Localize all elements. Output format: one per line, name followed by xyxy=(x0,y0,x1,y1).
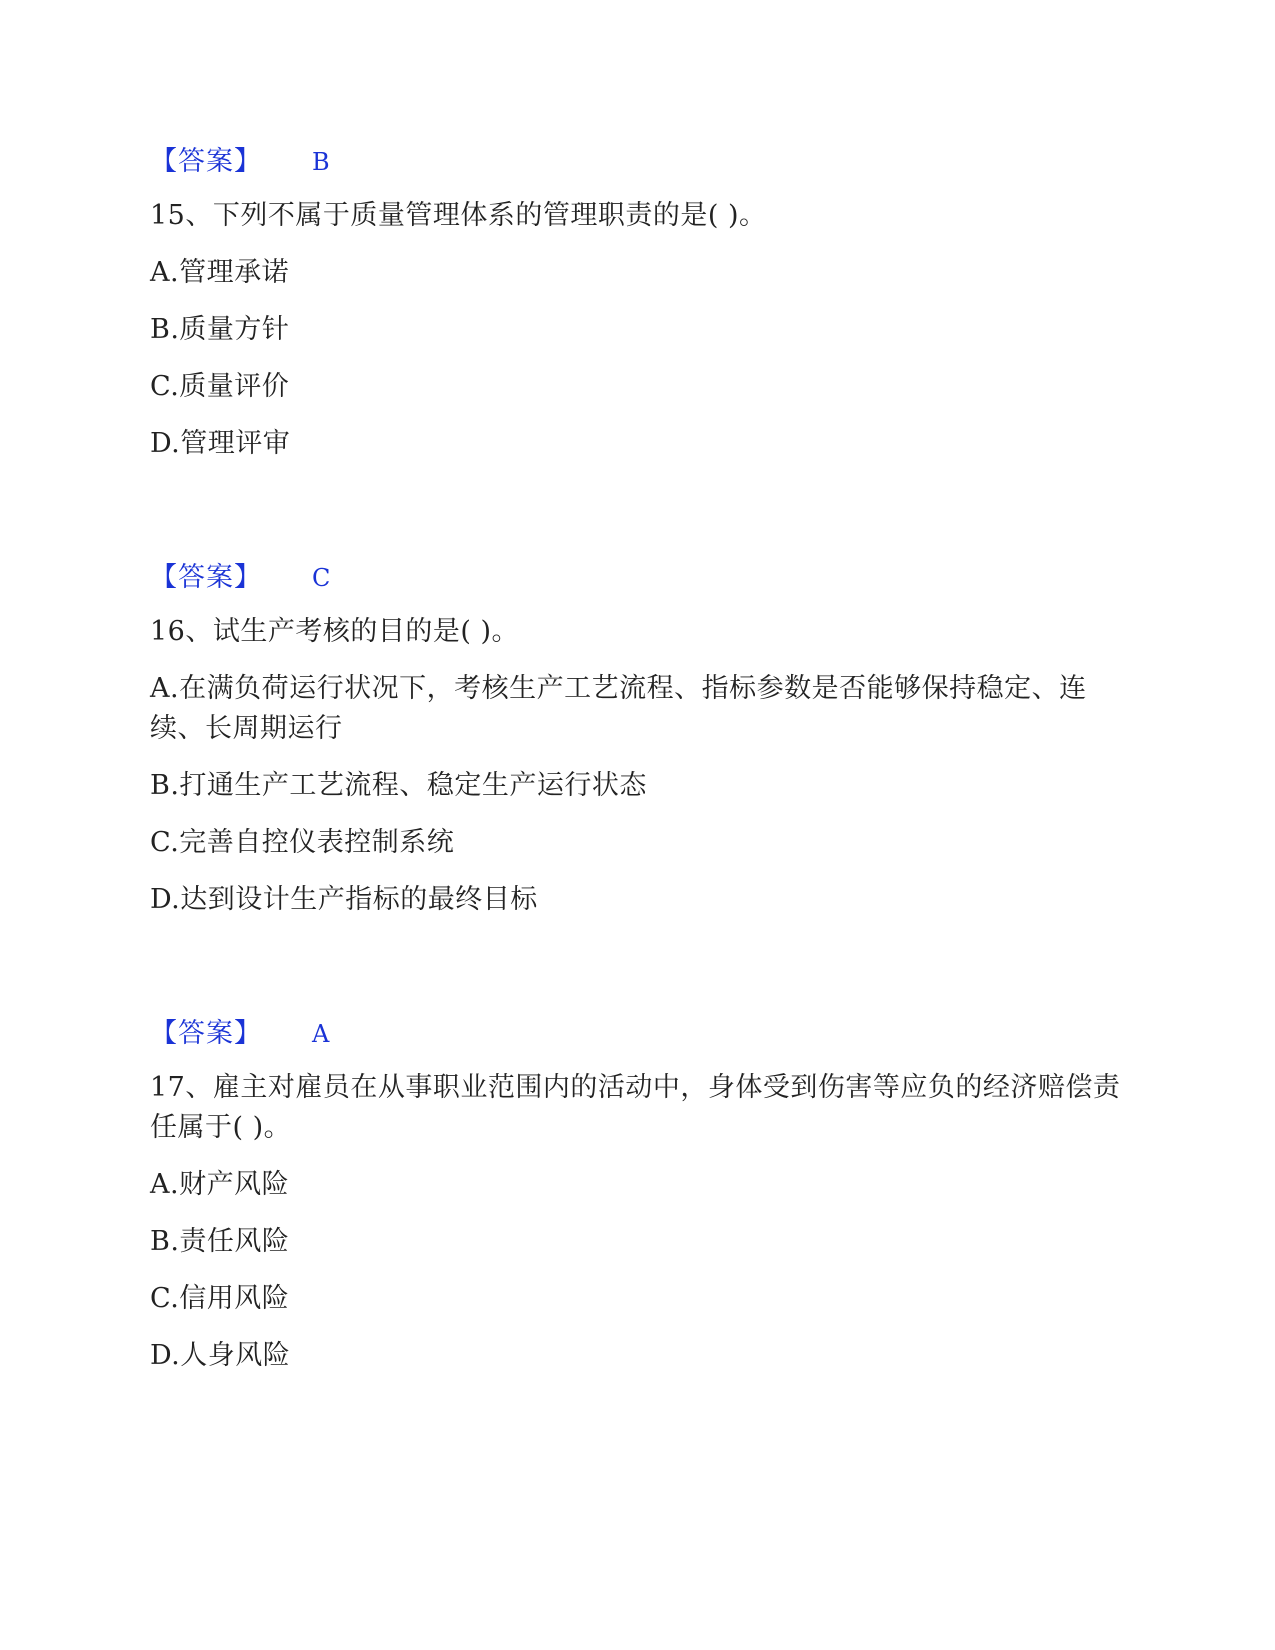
option-c: C.信用风险 xyxy=(150,1283,290,1314)
answer-label: 【答案】 xyxy=(150,562,262,593)
option-d: D.管理评审 xyxy=(150,428,291,459)
option-a: A.财产风险 xyxy=(150,1169,290,1200)
question-block-17 xyxy=(150,1014,1130,1376)
question-block-15 xyxy=(150,142,1130,464)
option-a: A.管理承诺 xyxy=(150,257,290,288)
answer-value: B xyxy=(312,148,330,176)
answer-value: A xyxy=(312,1020,330,1048)
question-text: 17、雇主对雇员在从事职业范围内的活动中，身体受到伤害等应负的经济赔偿责任属于( )。 xyxy=(150,1072,1121,1143)
option-a: A.在满负荷运行状况下，考核生产工艺流程、指标参数是否能够保持稳定、连续、长周期运行 xyxy=(150,673,1087,744)
answer-line xyxy=(150,558,1130,598)
option-d: D.人身风险 xyxy=(150,1340,291,1371)
option-b: B.质量方针 xyxy=(150,314,290,345)
answer-label: 【答案】 xyxy=(150,1018,262,1049)
answer-line xyxy=(150,142,1130,182)
question-text: 16、试生产考核的目的是( )。 xyxy=(150,616,520,647)
option-c: C.质量评价 xyxy=(150,371,290,402)
question-text: 15、下列不属于质量管理体系的管理职责的是( )。 xyxy=(150,200,767,231)
answer-value: C xyxy=(312,564,331,592)
answer-line xyxy=(150,1014,1130,1054)
option-b: B.打通生产工艺流程、稳定生产运行状态 xyxy=(150,770,647,801)
question-block-16 xyxy=(150,558,1130,920)
answer-label: 【答案】 xyxy=(150,146,262,177)
option-d: D.达到设计生产指标的最终目标 xyxy=(150,884,538,915)
option-c: C.完善自控仪表控制系统 xyxy=(150,827,455,858)
option-b: B.责任风险 xyxy=(150,1226,290,1257)
